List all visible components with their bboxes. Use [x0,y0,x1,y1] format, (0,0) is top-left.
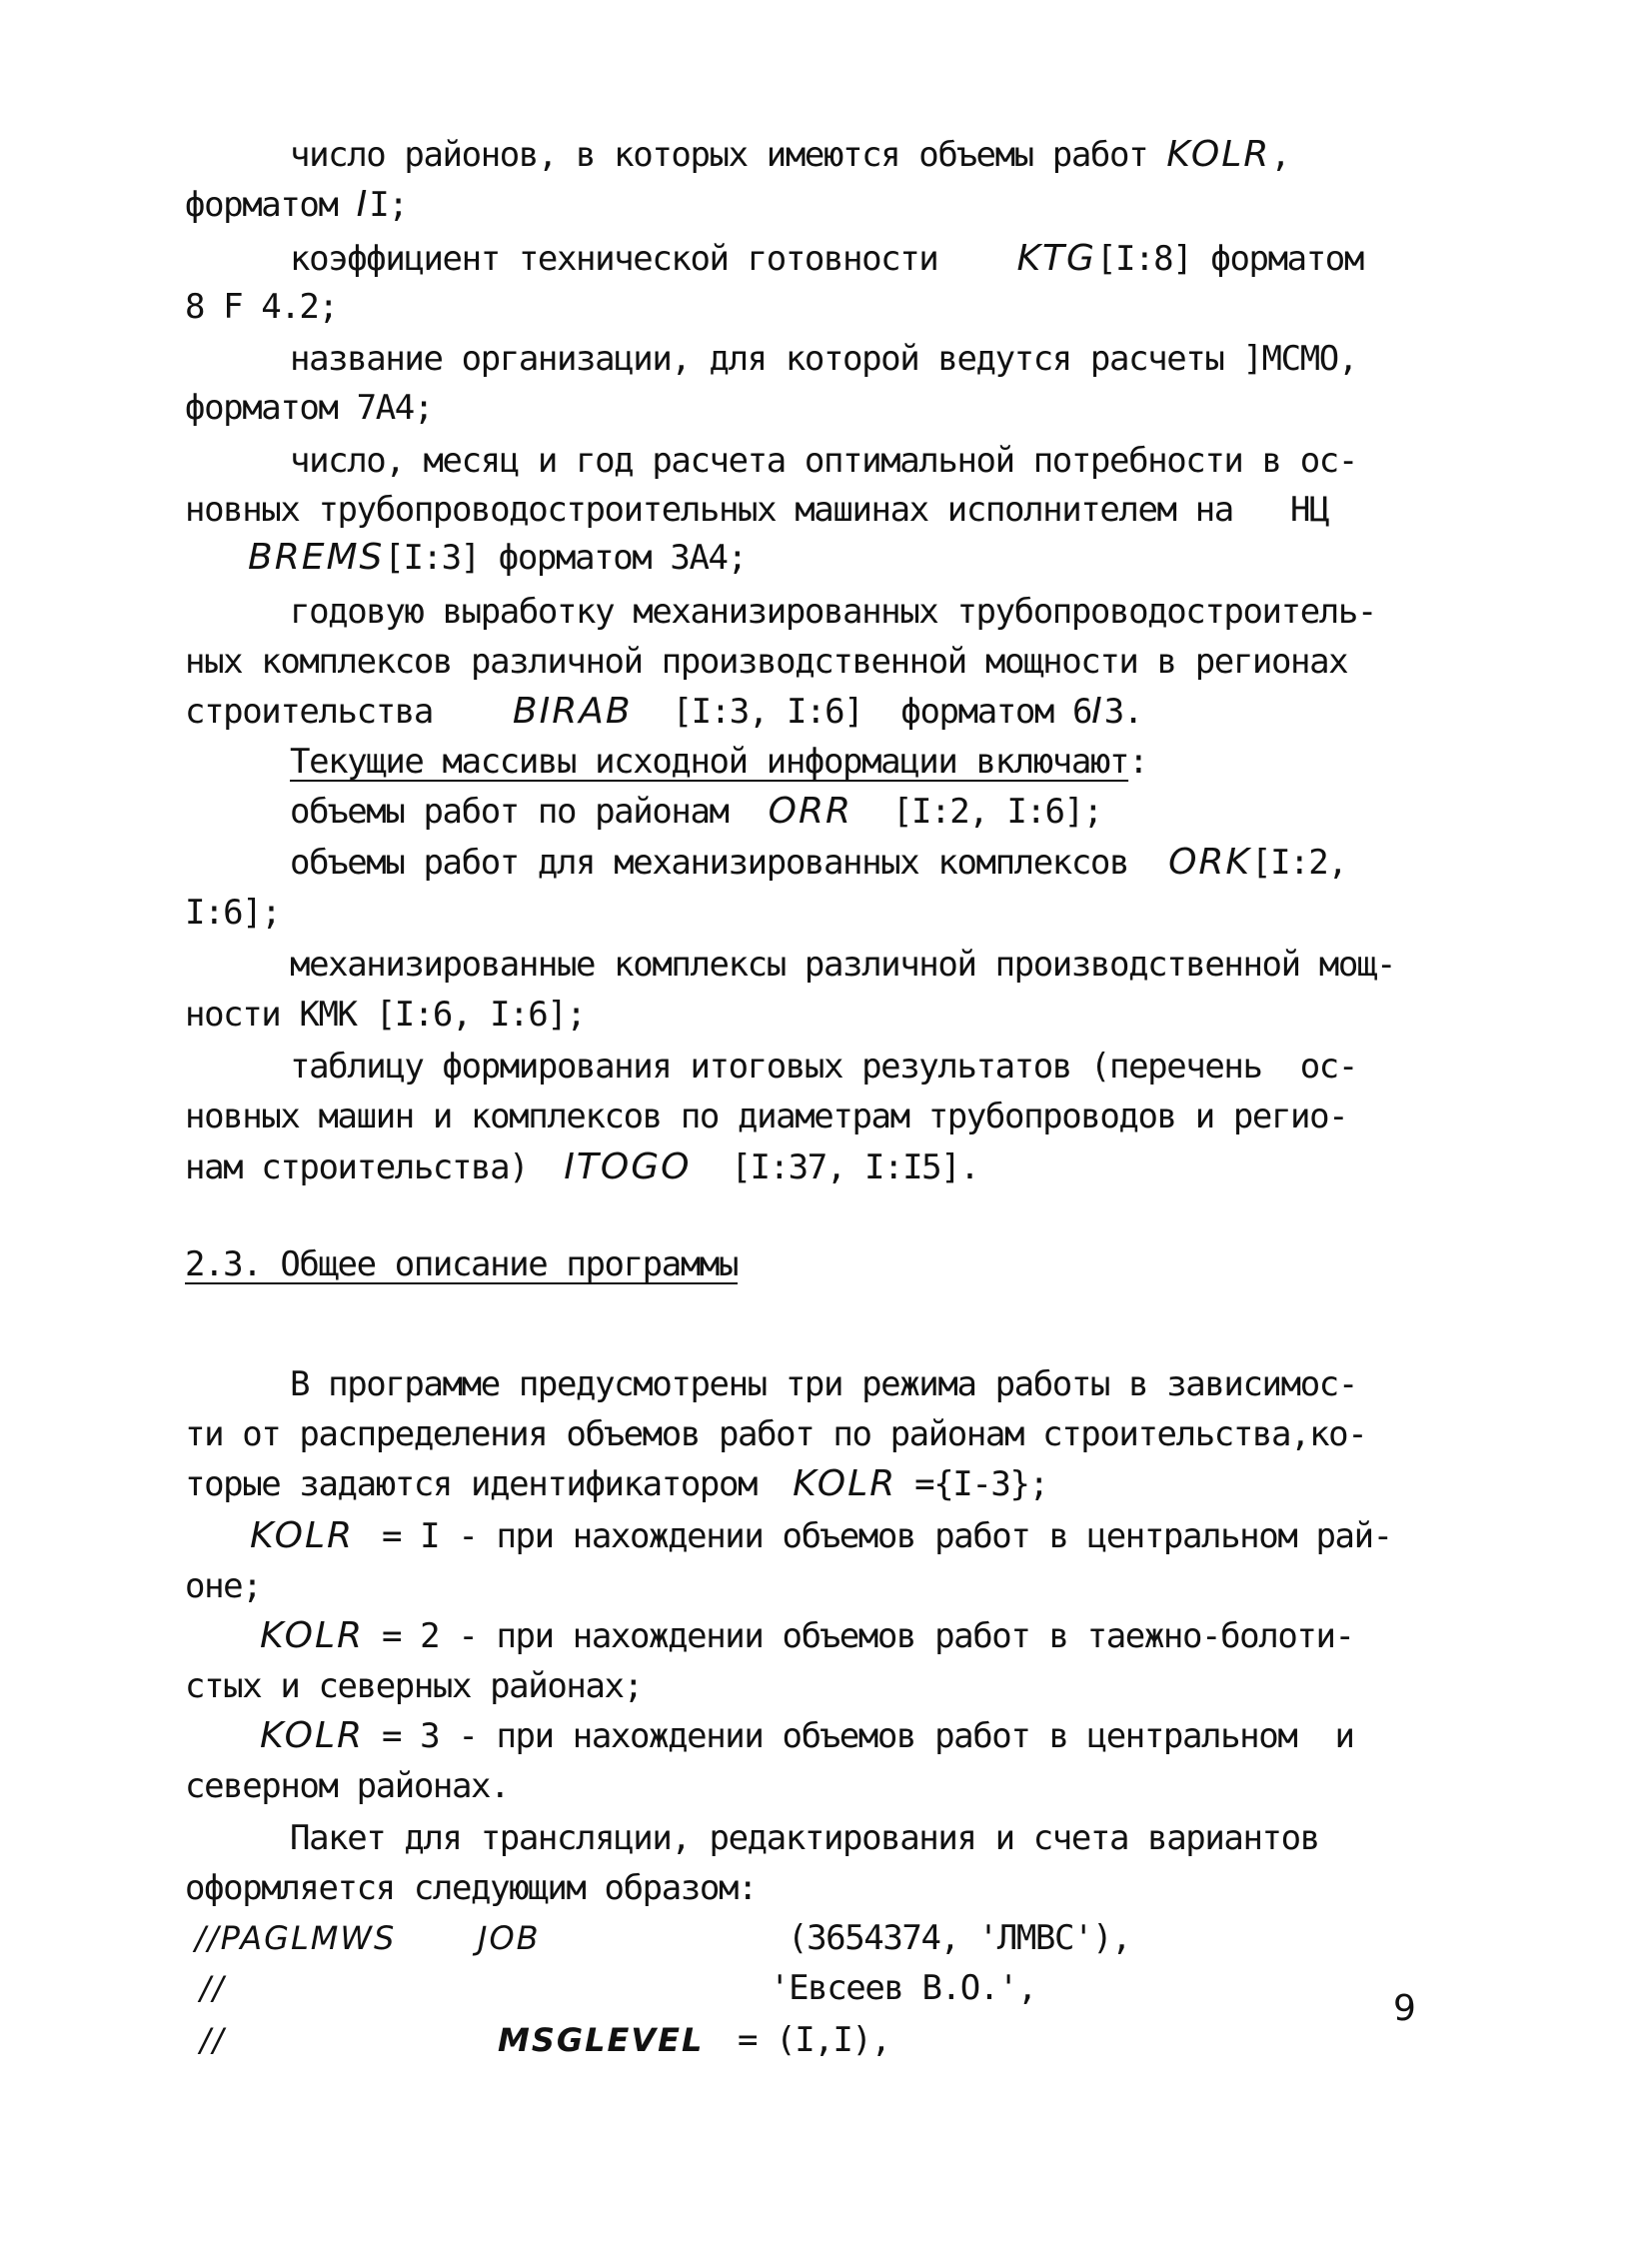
text-line: стых и северных районах; [185,1666,643,1706]
code-label: // [200,1969,226,2007]
text-line: объемы работ по районам ORR [I:2, I:6]; [290,791,1102,832]
text-line: Текущие массивы исходной информации включают: [290,742,1148,782]
text-line: оне; [185,1566,262,1606]
text-line: KOLR = 2 - при нахождении объемов работ в таежно-болоти- [260,1615,1354,1656]
text-line: объемы работ для механизированных комплексов ORK[I:2, [290,842,1347,883]
page-number: 9 [1393,1988,1416,2029]
text-line: форматом 7А4; [185,388,433,428]
text-line: коэффициент технической готовности KTG[I:8] форматом [290,238,1363,279]
text-line: форматом II; [185,184,408,225]
text-line: ности КМК [I:6, I:6]; [185,995,586,1035]
code-keyword: MSGLEVEL [498,2021,705,2059]
code-operand: = (I,I), [738,2020,890,2060]
text-line: название организации, для которой ведутся расчеты ]МСМО, [290,339,1357,379]
text-line: BREMS[I:3] форматом 3А4; [248,537,747,578]
text-line: строительства BIRAB [I:3, I:6] форматом 6I3. [185,691,1142,732]
code-operand: (3654374, 'ЛМВС'), [788,1918,1131,1958]
text-line: северном районах. [185,1766,510,1806]
text-line: механизированные комплексы различной производственной мощ- [290,945,1396,985]
code-label: // [200,2021,226,2059]
text-line: В программе предусмотрены три режима работы в зависимос- [290,1364,1357,1404]
section-heading: 2.3. Общее описание программы [185,1244,739,1284]
text-line: оформляется следующим образом: [185,1868,758,1908]
text-line: торые задаются идентификатором KOLR ={I-3}; [185,1463,1048,1504]
text-line: новных трубопроводостроительных машинах исполнителем на НЦ [185,490,1329,530]
text-line: I:6]; [185,893,281,933]
text-line: ти от распределения объемов работ по районам строительства,ко- [185,1414,1367,1454]
text-line: число, месяц и год расчета оптимальной потребности в ос- [290,441,1357,481]
text-line: ных комплексов различной производственной мощности в регионах [185,642,1348,682]
text-line: KOLR = I - при нахождении объемов работ в центральном рай- [250,1515,1392,1556]
text-line: число районов, в которых имеются объемы работ KOLR, [290,134,1290,175]
text-line: таблицу формирования итоговых результатов (перечень ос- [290,1047,1357,1087]
code-label: //PAGLMWS [195,1919,397,1957]
text-line: Пакет для трансляции, редактирования и счета вариантов [290,1818,1319,1858]
text-line: нам строительства) ITOGO [I:37, I:I5]. [185,1146,979,1187]
text-line: новных машин и комплексов по диаметрам трубопроводов и регио- [185,1097,1348,1136]
text-line: годовую выработку механизированных трубопроводостроитель- [290,592,1376,632]
code-keyword: JOB [478,1919,541,1957]
text-line: 8 F 4.2; [185,287,338,327]
text-line: KOLR = 3 - при нахождении объемов работ в центральном и [260,1715,1354,1756]
code-operand: 'Евсеев В.О.', [770,1968,1036,2008]
